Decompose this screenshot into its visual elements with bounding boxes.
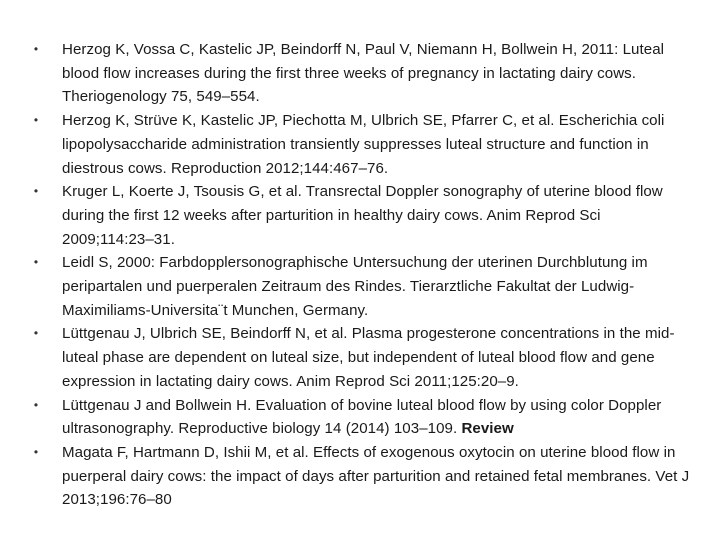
reference-text: Herzog K, Strüve K, Kastelic JP, Piechotta M, Ulbrich SE, Pfarrer C, et al. Escherichia coli lipopolysaccharide administration transiently suppresses luteal structure and function in diestrous cows. Reproduction 2012;144:467–76. (62, 112, 665, 177)
bullet-icon: • (33, 184, 39, 199)
review-label: Review (461, 420, 514, 438)
bullet-icon: • (33, 113, 39, 128)
bullet-icon: • (33, 255, 39, 270)
bullet-icon: • (33, 444, 39, 459)
reference-text: Lüttgenau J and Bollwein H. Evaluation of bovine luteal blood flow by using color Doppler ultrasonography. Reproductive biology 14 (2014) 103–109. (62, 396, 662, 438)
bullet-icon: • (33, 326, 39, 341)
reference-item (30, 394, 690, 441)
reference-item (30, 109, 690, 180)
bullet-icon: • (33, 397, 39, 412)
reference-item (30, 441, 690, 512)
reference-text: Herzog K, Vossa C, Kastelic JP, Beindorff N, Paul V, Niemann H, Bollwein H, 2011: Luteal blood flow increases during the first three weeks of pregnancy in lactating dairy cows. Theriogenology 75, 549–554. (62, 41, 665, 106)
reference-item (30, 251, 690, 322)
reference-text: Lüttgenau J, Ulbrich SE, Beindorff N, et al. Plasma progesterone concentrations in the mid-luteal phase are dependent on luteal size, but independent of luteal blood flow and gene expression in lactating dairy cows. Anim Reprod Sci 2011;125:20–9. (62, 325, 675, 390)
reference-item (30, 180, 690, 251)
reference-list (30, 38, 690, 512)
reference-text: Leidl S, 2000: Farbdopplersonographische Untersuchung der uterinen Durchblutung im peripartalen und puerperalen Zeitraum des Rindes. Tierarztliche Fakultat der Ludwig-Maximiliams-Universita¨t Munchen, Germany. (62, 254, 648, 319)
reference-text: Kruger L, Koerte J, Tsousis G, et al. Transrectal Doppler sonography of uterine blood flow during the first 12 weeks after parturition in healthy dairy cows. Anim Reprod Sci 2009;114:23–31. (62, 183, 663, 248)
reference-text: Magata F, Hartmann D, Ishii M, et al. Effects of exogenous oxytocin on uterine blood flow in puerperal dairy cows: the impact of days after parturition and retained fetal membranes. Vet J 2013;196:76–80 (62, 443, 690, 509)
reference-item (30, 38, 690, 109)
bullet-icon: • (33, 42, 39, 56)
reference-item (30, 322, 690, 393)
